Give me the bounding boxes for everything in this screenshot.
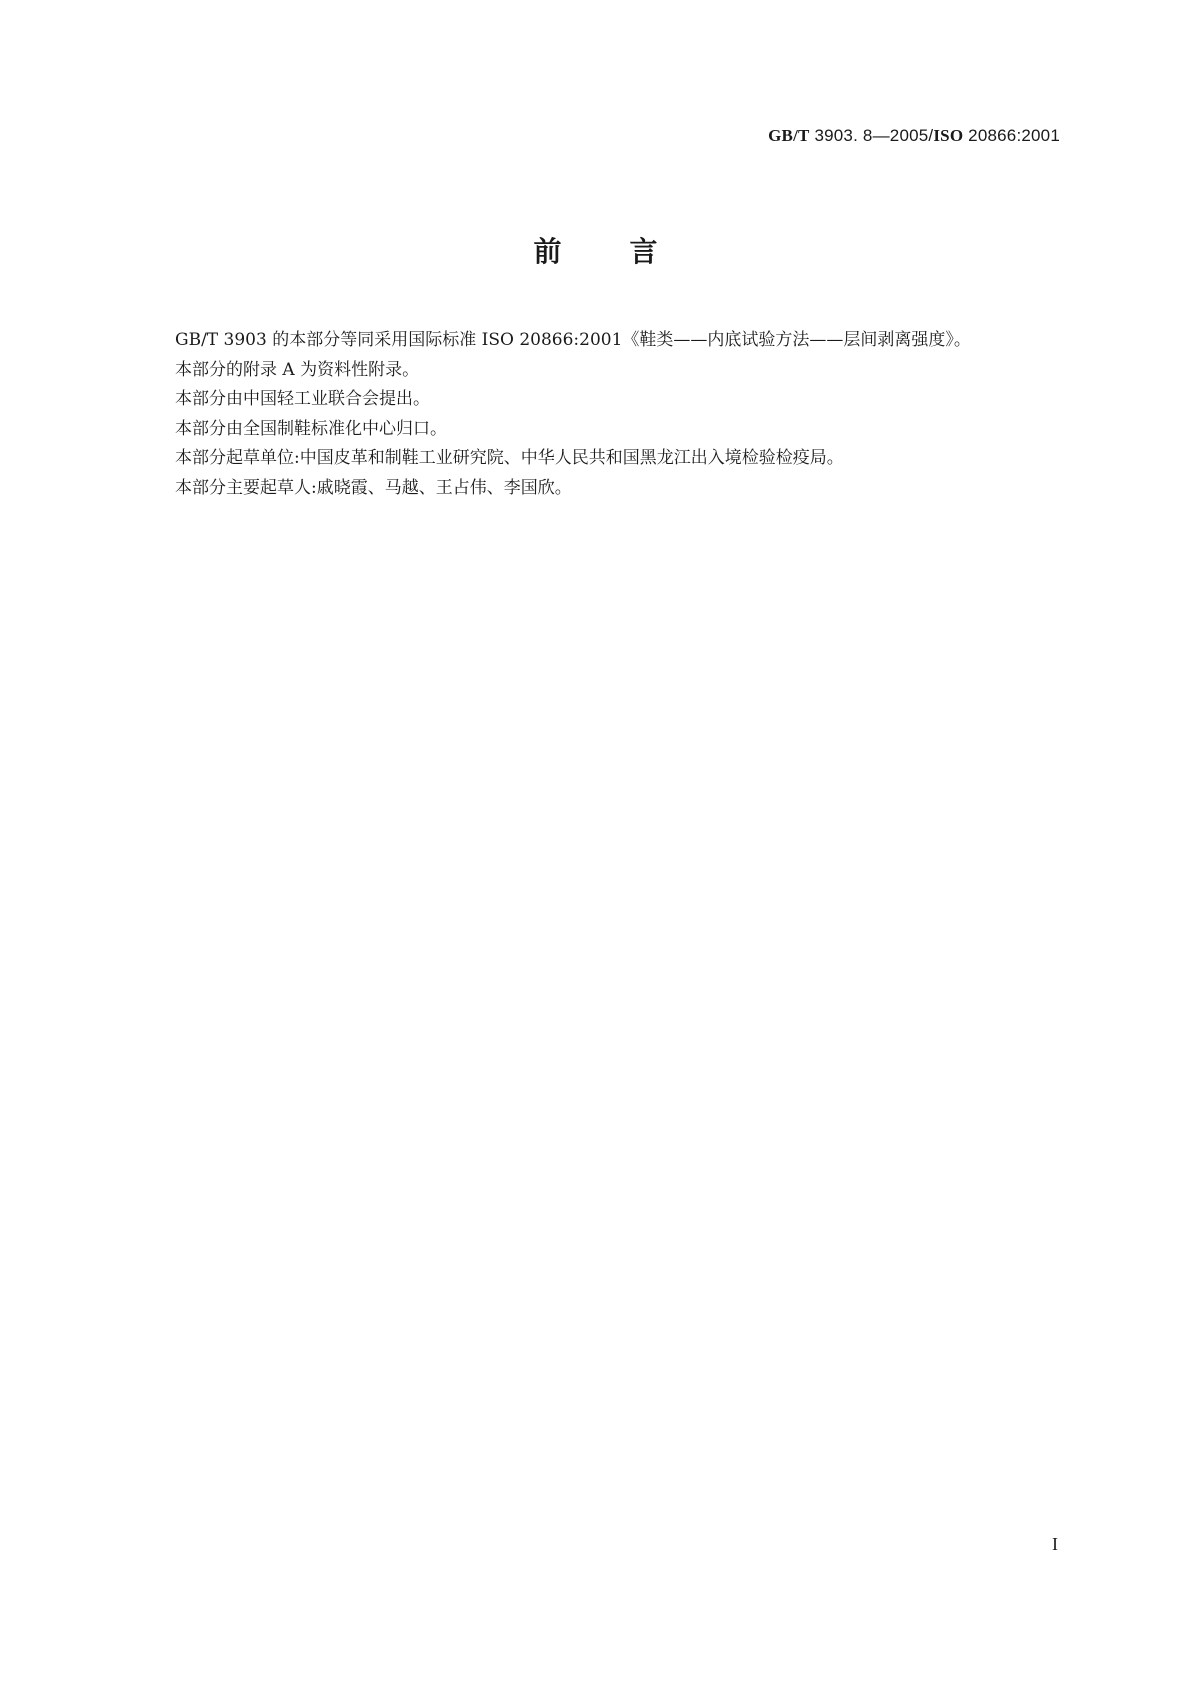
page-number: I <box>1052 1534 1058 1554</box>
paragraph-centralized: 本部分由全国制鞋标准化中心归口。 <box>175 418 447 439</box>
paragraph-adoption: GB/T 3903 的本部分等同采用国际标准 ISO 20866:2001《鞋类——内底试验方法——层间剥离强度》。 <box>175 330 971 350</box>
paragraph-drafters: 本部分主要起草人:戚晓霞、马越、王占伟、李国欣。 <box>175 477 572 498</box>
iso-number: 20866:2001 <box>963 126 1060 145</box>
paragraph-proposer: 本部分由中国轻工业联合会提出。 <box>175 389 430 409</box>
page-title: 前言 <box>533 235 726 268</box>
foreword-body <box>133 326 1063 503</box>
paragraph-annex: 本部分的附录 A 为资料性附录。 <box>175 359 420 380</box>
iso-prefix: ISO <box>933 126 964 145</box>
standard-prefix: GB/T <box>768 126 810 145</box>
standard-number: 3903. 8—2005/ <box>809 126 934 145</box>
standard-code-header <box>768 126 1060 146</box>
paragraph-drafting-units: 本部分起草单位:中国皮革和制鞋工业研究院、中华人民共和国黑龙江出入境检验检疫局。 <box>175 448 844 468</box>
